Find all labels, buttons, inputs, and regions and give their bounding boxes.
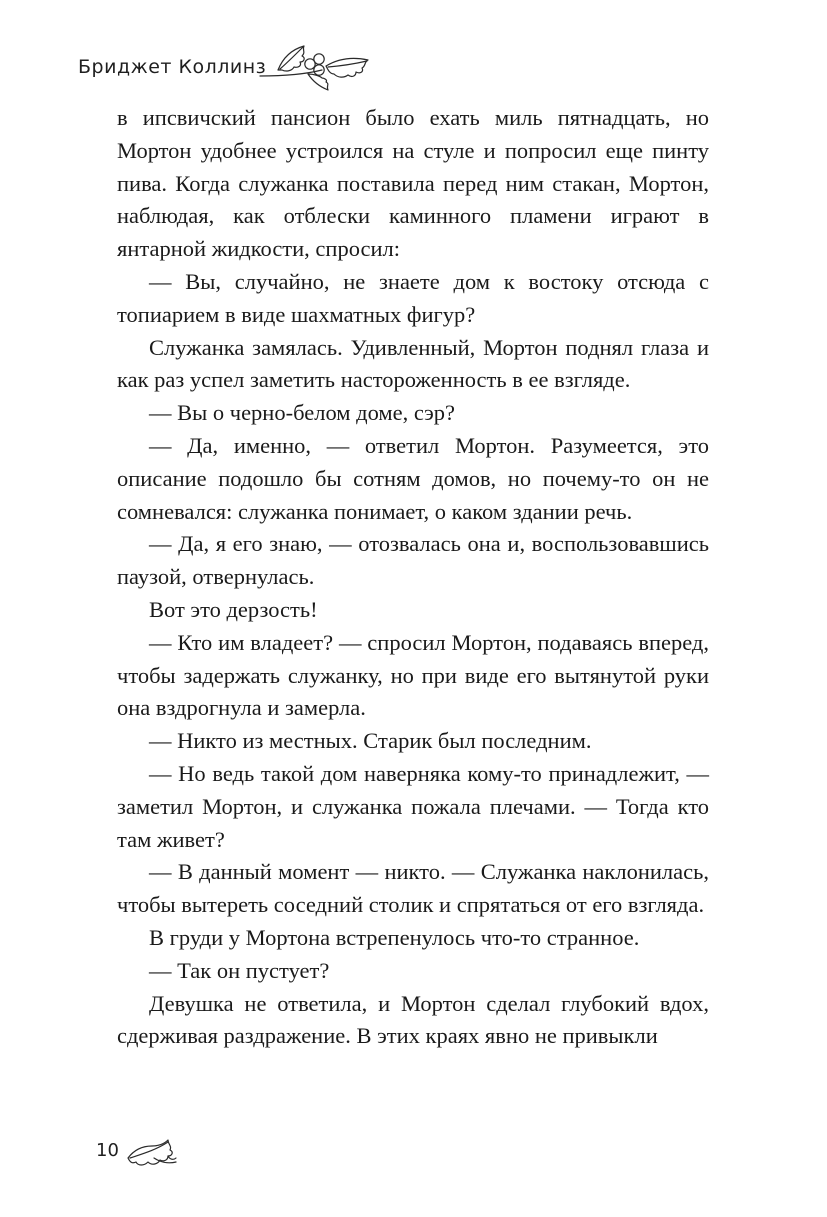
running-head-author: Бриджет Коллинз [78, 56, 267, 78]
paragraph: В груди у Мортона встрепенулось что-то странное. [149, 924, 640, 950]
paragraph: — Да, именно, — ответил Мортон. Разумеется, это описание подошло бы сотням домов, но почему-то он не сомневался: служанка понимает, о каком здании речь. [117, 432, 709, 524]
paragraph: — Никто из местных. Старик был последним. [149, 728, 592, 754]
paragraph: — Но ведь такой дом наверняка кому-то принадлежит, — заметил Мортон, и служанка пожала плечами. — Тогда кто там живет? [117, 760, 709, 852]
holly-leaf-icon [124, 1136, 180, 1170]
paragraph: Вот это дерзость! [149, 596, 318, 622]
paragraph: — В данный момент — никто. — Служанка наклонилась, чтобы вытереть соседний столик и спрятаться от его взгляда. [117, 859, 709, 918]
page-number: 10 [96, 1140, 119, 1161]
paragraph: — Вы, случайно, не знаете дом к востоку отсюда с топиарием в виде шахматных фигур? [117, 268, 709, 327]
paragraph: — Да, я его знаю, — отозвалась она и, воспользовавшись паузой, отвернулась. [117, 531, 709, 590]
paragraph: — Так он пустует? [149, 957, 330, 983]
paragraph: в ипсвичский пансион было ехать миль пятнадцать, но Мортон удобнее устроился на стуле и попросил еще пинту пива. Когда служанка поставила перед ним стакан, Мортон, наблюдая, как отблески каминного пламени играют в янтарной жидкости, спросил: [117, 105, 709, 262]
paragraph: — Кто им владеет? — спросил Мортон, подаваясь вперед, чтобы задержать служанку, но при виде его вытянутой руки она вздрогнула и замерла. [117, 629, 709, 721]
paragraph: — Вы о черно-белом доме, сэр? [149, 400, 456, 426]
holly-icon [256, 40, 372, 92]
paragraph: Служанка замялась. Удивленный, Мортон поднял глаза и как раз успел заметить настороженность в ее взгляде. [117, 334, 709, 393]
body-text [117, 102, 709, 1053]
paragraph: Девушка не ответила, и Мортон сделал глубокий вдох, сдерживая раздражение. В этих краях явно не привыкли [117, 990, 709, 1049]
